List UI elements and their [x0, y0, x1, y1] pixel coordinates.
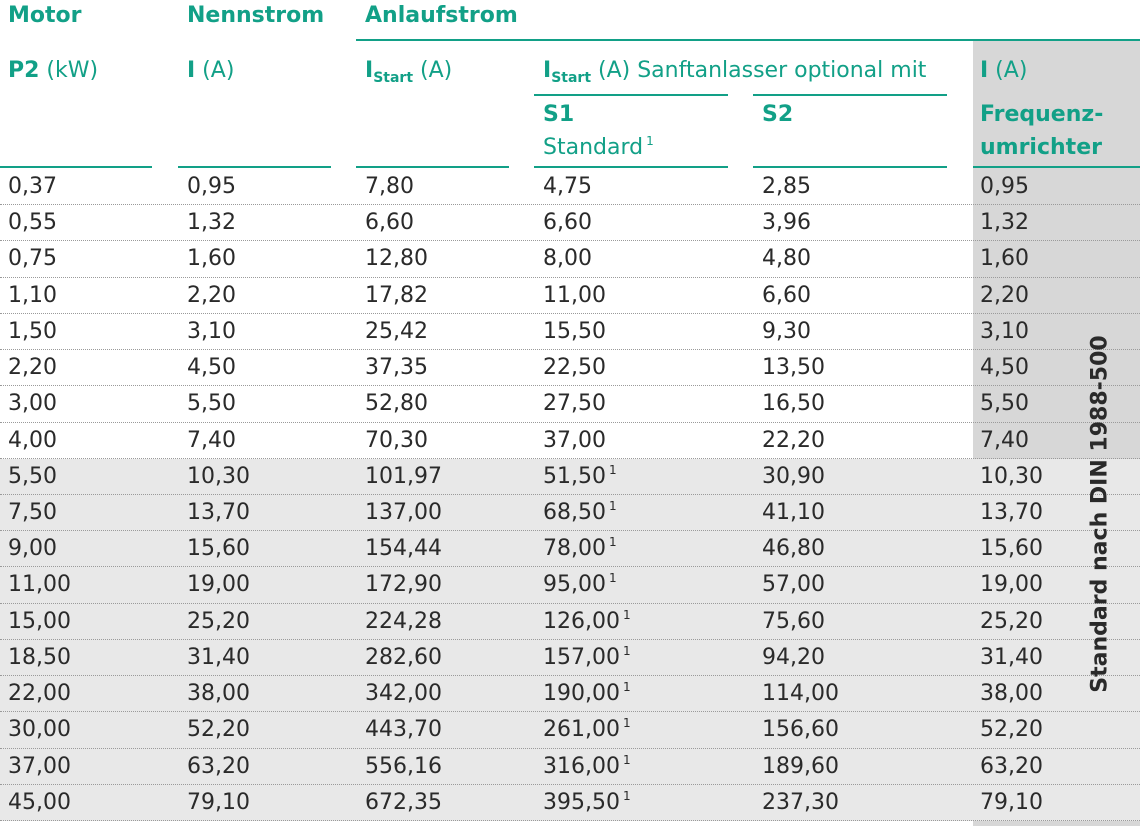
cell-frequency: [980, 790, 1043, 816]
cell-istart: [365, 609, 442, 635]
cell-frequency-value: 7,40: [980, 427, 1029, 453]
cell-nennstrom: [187, 319, 236, 345]
header-istart-subscript: Start: [373, 70, 414, 86]
cell-nennstrom-value: 19,00: [187, 572, 250, 598]
cell-s1-value: 51,50: [543, 463, 606, 489]
cell-s2-value: 2,85: [762, 174, 811, 199]
cell-nennstrom: [187, 283, 236, 309]
cell-frequency-value: 38,00: [980, 681, 1043, 707]
cell-frequency-value: 5,50: [980, 391, 1029, 417]
table-body: [0, 169, 1140, 821]
cell-istart: [365, 536, 442, 562]
cell-s2: [762, 391, 825, 417]
table-row: [0, 531, 1140, 567]
footnote-mark: 1: [608, 498, 617, 513]
cell-p2-value: 15,00: [8, 608, 71, 634]
header-softstarter: [543, 58, 926, 86]
cell-p2-value: 1,10: [8, 282, 57, 308]
cell-p2-value: 9,00: [8, 536, 57, 562]
cell-p2-value: 0,37: [8, 174, 57, 199]
cell-s2: [762, 754, 839, 780]
cell-nennstrom: [187, 391, 236, 417]
cell-frequency: [980, 717, 1043, 743]
header-istart-unit: (A): [413, 58, 453, 83]
header-p2: [8, 58, 98, 84]
cell-s2-value: 16,50: [762, 391, 825, 417]
anlaufstrom-header-rule: [356, 39, 1140, 41]
table-row: [0, 567, 1140, 603]
cell-s1: [543, 174, 592, 200]
cell-p2-value: 22,00: [8, 681, 71, 707]
cell-s2-value: 4,80: [762, 246, 811, 272]
cell-istart-value: 154,44: [365, 536, 442, 562]
cell-nennstrom: [187, 645, 250, 671]
cell-s2-value: 9,30: [762, 318, 811, 344]
cell-frequency: [980, 174, 1029, 200]
cell-nennstrom-value: 7,40: [187, 427, 236, 453]
cell-istart-value: 7,80: [365, 174, 414, 199]
cell-s1: [543, 500, 617, 528]
table-row: [0, 676, 1140, 712]
table-row: [0, 314, 1140, 350]
cell-frequency-value: 10,30: [980, 463, 1043, 489]
cell-istart-value: 17,82: [365, 282, 428, 308]
cell-s2: [762, 681, 839, 707]
cell-p2-value: 4,00: [8, 427, 57, 453]
cell-frequency: [980, 428, 1029, 454]
cell-p2-value: 45,00: [8, 789, 71, 815]
table-row: [0, 350, 1140, 386]
table-row: [0, 241, 1140, 277]
cell-p2: [8, 355, 57, 381]
cell-p2: [8, 790, 71, 816]
cell-istart: [365, 645, 442, 671]
header-i: [187, 58, 234, 84]
cell-s1: [543, 536, 617, 564]
footnote-mark: 1: [622, 607, 631, 622]
cell-s2: [762, 210, 811, 236]
cell-nennstrom: [187, 174, 236, 200]
cell-nennstrom-value: 52,20: [187, 717, 250, 743]
cell-s2: [762, 283, 811, 309]
cell-s1: [543, 645, 631, 673]
cell-frequency-value: 2,20: [980, 282, 1029, 308]
cell-nennstrom-value: 0,95: [187, 174, 236, 199]
cell-nennstrom: [187, 754, 250, 780]
cell-s2: [762, 717, 839, 743]
cell-s1-value: 27,50: [543, 391, 606, 417]
cell-s1-value: 15,50: [543, 318, 606, 344]
cell-s2-value: 41,10: [762, 499, 825, 525]
cell-s1: [543, 572, 617, 600]
cell-frequency-value: 0,95: [980, 174, 1029, 199]
table-row: [0, 712, 1140, 748]
cell-s1: [543, 319, 606, 345]
header-freq-line1: Frequenz-: [980, 102, 1104, 127]
cell-p2: [8, 283, 57, 309]
cell-istart: [365, 681, 442, 707]
cell-nennstrom-value: 25,20: [187, 608, 250, 634]
header-p2-symbol: P2: [8, 58, 40, 83]
header-soft-text: (A) Sanftanlasser optional mit: [591, 58, 927, 83]
cell-istart: [365, 572, 442, 598]
cell-p2: [8, 500, 57, 526]
cell-s1-value: 95,00: [543, 572, 606, 598]
cell-frequency: [980, 210, 1029, 236]
header-s1-standard: [543, 135, 654, 163]
header-s2: S2: [762, 102, 794, 127]
cell-s1: [543, 790, 631, 818]
cell-frequency: [980, 391, 1029, 417]
cell-p2-value: 18,50: [8, 644, 71, 670]
cell-s1: [543, 428, 606, 454]
cell-s2-value: 57,00: [762, 572, 825, 598]
header-i-unit: (A): [195, 58, 235, 83]
cell-nennstrom: [187, 500, 250, 526]
cell-frequency-value: 52,20: [980, 717, 1043, 743]
cell-s2-value: 30,90: [762, 463, 825, 489]
cell-frequency-value: 1,60: [980, 246, 1029, 272]
header-istart-symbol: I: [365, 58, 374, 83]
cell-istart: [365, 319, 428, 345]
cell-s1-value: 395,50: [543, 789, 620, 815]
table-row: [0, 604, 1140, 640]
cell-istart-value: 342,00: [365, 681, 442, 707]
cell-s1: [543, 246, 592, 272]
cell-s2-value: 75,60: [762, 608, 825, 634]
cell-s2: [762, 645, 825, 671]
header-freq-i-symbol: I: [980, 58, 989, 83]
cell-nennstrom: [187, 681, 250, 707]
cell-s1: [543, 391, 606, 417]
cell-istart-value: 172,90: [365, 572, 442, 598]
cell-s1-value: 261,00: [543, 717, 620, 743]
cell-s2: [762, 428, 825, 454]
cell-frequency: [980, 283, 1029, 309]
cell-s2: [762, 174, 811, 200]
cell-p2: [8, 428, 57, 454]
col-s2-rule: [753, 166, 947, 168]
header-s1-footnote: 1: [646, 134, 654, 148]
cell-s1-value: 157,00: [543, 644, 620, 670]
cell-nennstrom-value: 63,20: [187, 753, 250, 779]
cell-nennstrom-value: 2,20: [187, 282, 236, 308]
header-soft-subscript: Start: [551, 70, 592, 86]
cell-frequency-value: 4,50: [980, 355, 1029, 381]
cell-istart-value: 37,35: [365, 355, 428, 381]
cell-istart-value: 6,60: [365, 210, 414, 236]
cell-frequency: [980, 500, 1043, 526]
cell-p2-value: 30,00: [8, 717, 71, 743]
cell-frequency: [980, 319, 1029, 345]
cell-nennstrom: [187, 609, 250, 635]
cell-istart: [365, 246, 428, 272]
header-freq-i: [980, 58, 1027, 84]
cell-nennstrom-value: 5,50: [187, 391, 236, 417]
cell-p2: [8, 464, 57, 490]
cell-frequency-value: 13,70: [980, 499, 1043, 525]
header-istart: [365, 58, 452, 86]
cell-frequency: [980, 536, 1043, 562]
cell-nennstrom-value: 1,32: [187, 210, 236, 236]
cell-s2-value: 94,20: [762, 644, 825, 670]
cell-frequency-value: 15,60: [980, 536, 1043, 562]
table-row: [0, 640, 1140, 676]
cell-p2: [8, 391, 57, 417]
cell-nennstrom-value: 1,60: [187, 246, 236, 272]
cell-p2: [8, 645, 71, 671]
header-freq-line2: umrichter: [980, 135, 1102, 160]
cell-istart-value: 70,30: [365, 427, 428, 453]
cell-frequency: [980, 355, 1029, 381]
table-row: [0, 495, 1140, 531]
cell-p2: [8, 717, 71, 743]
cell-nennstrom: [187, 572, 250, 598]
cell-nennstrom-value: 79,10: [187, 789, 250, 815]
table-row: [0, 278, 1140, 314]
cell-istart-value: 52,80: [365, 391, 428, 417]
cell-nennstrom: [187, 428, 236, 454]
cell-p2-value: 7,50: [8, 499, 57, 525]
header-i-symbol: I: [187, 58, 196, 83]
cell-nennstrom: [187, 210, 236, 236]
cell-frequency: [980, 645, 1043, 671]
header-freq-i-unit: (A): [988, 58, 1028, 83]
cell-s2-value: 22,20: [762, 427, 825, 453]
cell-p2: [8, 536, 57, 562]
cell-p2: [8, 246, 57, 272]
cell-istart: [365, 790, 442, 816]
header-s1-standard-text: Standard: [543, 135, 644, 160]
cell-s1-value: 11,00: [543, 282, 606, 308]
cell-istart-value: 12,80: [365, 246, 428, 272]
cell-nennstrom-value: 13,70: [187, 499, 250, 525]
s2-group-rule: [753, 94, 947, 96]
header-s1: S1: [543, 102, 575, 127]
header-nennstrom: Nennstrom: [187, 3, 325, 28]
cell-frequency: [980, 681, 1043, 707]
cell-frequency-value: 31,40: [980, 644, 1043, 670]
cell-s2: [762, 319, 811, 345]
cell-s1-value: 37,00: [543, 427, 606, 453]
cell-nennstrom-value: 3,10: [187, 318, 236, 344]
cell-istart-value: 137,00: [365, 499, 442, 525]
cell-p2-value: 2,20: [8, 355, 57, 381]
cell-frequency: [980, 754, 1043, 780]
cell-s1-value: 8,00: [543, 246, 592, 272]
footnote-mark: 1: [608, 462, 617, 477]
cell-s1-value: 190,00: [543, 681, 620, 707]
cell-istart-value: 672,35: [365, 789, 442, 815]
cell-frequency-value: 79,10: [980, 789, 1043, 815]
cell-nennstrom-value: 4,50: [187, 355, 236, 381]
cell-nennstrom-value: 31,40: [187, 644, 250, 670]
header-soft-symbol: I: [543, 58, 552, 83]
din-standard-label: Standard nach DIN 1988-500: [1087, 335, 1113, 693]
cell-s2-value: 189,60: [762, 753, 839, 779]
cell-nennstrom: [187, 355, 236, 381]
cell-p2-value: 1,50: [8, 318, 57, 344]
cell-s1: [543, 681, 631, 709]
cell-frequency-value: 63,20: [980, 753, 1043, 779]
header-motor: Motor: [8, 3, 82, 28]
cell-s2: [762, 246, 811, 272]
cell-p2-value: 0,75: [8, 246, 57, 272]
cell-istart: [365, 500, 442, 526]
cell-istart: [365, 210, 414, 236]
cell-istart: [365, 717, 442, 743]
cell-p2-value: 37,00: [8, 753, 71, 779]
footnote-mark: 1: [622, 752, 631, 767]
cell-s1: [543, 464, 617, 492]
footnote-mark: 1: [622, 680, 631, 695]
cell-frequency: [980, 572, 1043, 598]
cell-frequency: [980, 246, 1029, 272]
cell-s1-value: 78,00: [543, 536, 606, 562]
cell-istart: [365, 355, 428, 381]
cell-s1-value: 4,75: [543, 174, 592, 199]
cell-istart-value: 224,28: [365, 608, 442, 634]
table-row: [0, 459, 1140, 495]
cell-frequency: [980, 609, 1043, 635]
cell-s2-value: 156,60: [762, 717, 839, 743]
cell-istart: [365, 464, 442, 490]
cell-nennstrom-value: 38,00: [187, 681, 250, 707]
table-row: [0, 205, 1140, 241]
cell-istart-value: 556,16: [365, 753, 442, 779]
cell-s2-value: 46,80: [762, 536, 825, 562]
cell-s1: [543, 283, 606, 309]
cell-s2: [762, 500, 825, 526]
cell-s2-value: 237,30: [762, 789, 839, 815]
col-motor-rule: [0, 166, 152, 168]
cell-p2: [8, 609, 71, 635]
cell-s1: [543, 609, 631, 637]
cell-nennstrom: [187, 717, 250, 743]
table-row: [0, 386, 1140, 422]
cell-frequency-value: 25,20: [980, 608, 1043, 634]
cell-p2: [8, 319, 57, 345]
cell-istart: [365, 754, 442, 780]
cell-p2: [8, 210, 57, 236]
cell-s2: [762, 609, 825, 635]
cell-p2-value: 3,00: [8, 391, 57, 417]
cell-nennstrom: [187, 536, 250, 562]
footnote-mark: 1: [608, 571, 617, 586]
footnote-mark: 1: [622, 788, 631, 803]
cell-frequency: [980, 464, 1043, 490]
s1-group-rule: [534, 94, 728, 96]
footnote-mark: 1: [622, 716, 631, 731]
table-row: [0, 749, 1140, 785]
cell-istart-value: 443,70: [365, 717, 442, 743]
cell-s2: [762, 355, 825, 381]
cell-nennstrom-value: 10,30: [187, 463, 250, 489]
cell-p2-value: 0,55: [8, 210, 57, 236]
cell-frequency-value: 3,10: [980, 318, 1029, 344]
cell-s2: [762, 572, 825, 598]
col-nennstrom-rule: [178, 166, 331, 168]
col-istart-rule: [356, 166, 509, 168]
cell-s2: [762, 464, 825, 490]
table-row: [0, 785, 1140, 821]
cell-s2: [762, 536, 825, 562]
cell-s1: [543, 717, 631, 745]
col-freq-rule: [973, 166, 1140, 168]
cell-s1: [543, 210, 592, 236]
cell-frequency-value: 1,32: [980, 210, 1029, 236]
header-p2-unit: (kW): [39, 58, 99, 83]
cell-istart: [365, 428, 428, 454]
cell-s2-value: 114,00: [762, 681, 839, 707]
cell-p2-value: 5,50: [8, 463, 57, 489]
cell-istart-value: 282,60: [365, 644, 442, 670]
cell-s1-value: 22,50: [543, 355, 606, 381]
cell-s1-value: 126,00: [543, 608, 620, 634]
cell-istart: [365, 391, 428, 417]
cell-istart-value: 101,97: [365, 463, 442, 489]
cell-s2-value: 3,96: [762, 210, 811, 236]
cell-p2-value: 11,00: [8, 572, 71, 598]
cell-nennstrom: [187, 790, 250, 816]
footnote-mark: 1: [622, 643, 631, 658]
header-anlaufstrom: Anlaufstrom: [365, 3, 518, 28]
cell-nennstrom-value: 15,60: [187, 536, 250, 562]
table-row: [0, 423, 1140, 459]
cell-istart-value: 25,42: [365, 318, 428, 344]
cell-istart: [365, 283, 428, 309]
cell-istart: [365, 174, 414, 200]
cell-s1: [543, 754, 631, 782]
table-row: [0, 169, 1140, 205]
cell-p2: [8, 681, 71, 707]
cell-nennstrom: [187, 246, 236, 272]
cell-s1-value: 68,50: [543, 499, 606, 525]
cell-s1-value: 6,60: [543, 210, 592, 236]
cell-nennstrom: [187, 464, 250, 490]
cell-s2-value: 6,60: [762, 282, 811, 308]
cell-p2: [8, 174, 57, 200]
cell-s1-value: 316,00: [543, 753, 620, 779]
cell-s2: [762, 790, 839, 816]
cell-frequency-value: 19,00: [980, 572, 1043, 598]
cell-s2-value: 13,50: [762, 355, 825, 381]
footnote-mark: 1: [608, 535, 617, 550]
cell-p2: [8, 754, 71, 780]
cell-s1: [543, 355, 606, 381]
cell-p2: [8, 572, 71, 598]
col-s1-rule: [534, 166, 728, 168]
